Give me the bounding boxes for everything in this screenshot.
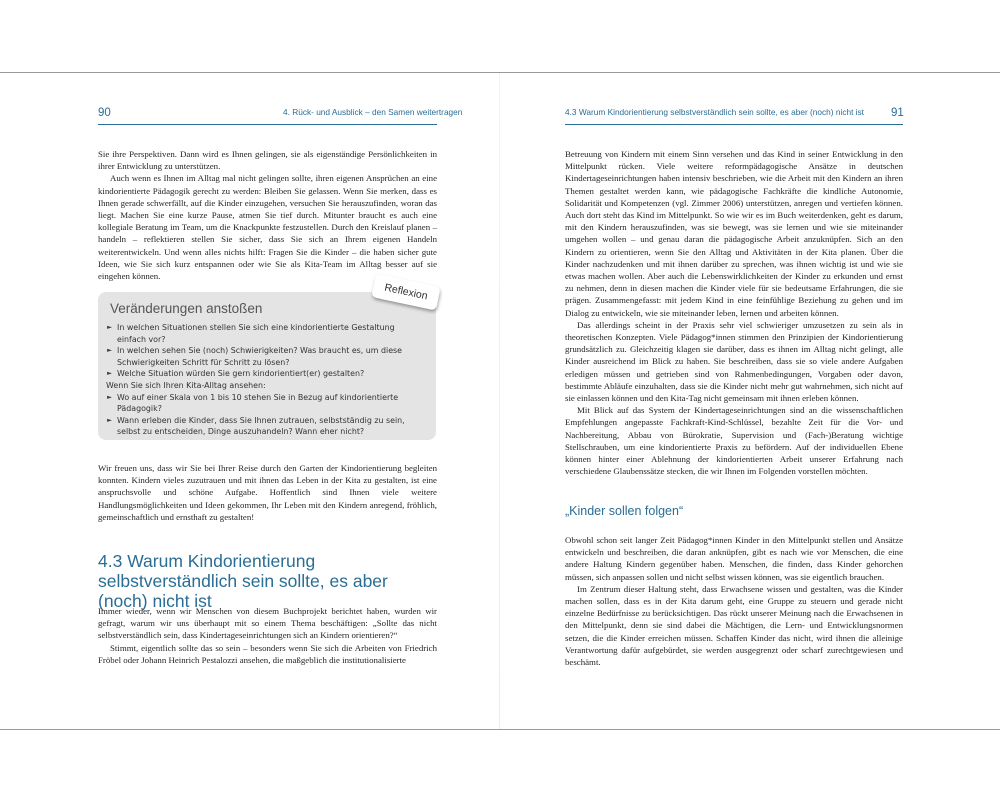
paragraph: Betreuung von Kindern mit einem Sinn versehen und das Kind in seiner Entwicklung in den Mittelpunkt rücken. Viele weitere reformpädagogische Ansätze in deutschen Kindertageseinrichtungen haben intensiv beschrieben, wie die Arbeit mit den Kindern an ihren Themen gestaltet werden kann, wie pädagogische Fachkräfte die kindliche Autonomie, Solidarität und Kompetenzen (vgl. Zimmer 2006) unterstützen, anregen und vertiefen können. Auch dort steht das Kind im Mittelpunkt. So wie wir es im Buch weiterdenken, geht es darum, mit den Kindern herauszufinden, was sie bewegt, was sie lernen und wie sie miteinander umgehen wollen – und genau daran die pädagogische Arbeit anzuknüpfen. Sich an den Kindern zu orientieren, wenn Sie den Alltag und Aktivitäten in der Kita planen. Über die Kinder nachzudenken und mit ihnen darüber zu sprechen, was ihnen wichtig ist und wie sie etwas machen wollen. Aber auch die Lebenswirklichkeiten der Kinder zu erkunden und ernst zu nehmen, denn in diesen machen die Kinder viele für sie bedeutsame Erfahrungen, die sie prägen. Zusammengefasst: mit jedem Kind in eine feinfühlige Beziehung zu gehen und im Dialog zu entwickeln, wie sie miteinander leben, lernen und arbeiten können.: [565, 149, 903, 318]
paragraph: Das allerdings scheint in der Praxis sehr viel schwieriger umzusetzen zu sein als in theoretischen Konzepten. Viele Pädagog*innen stimmen den Prinzipien der Kindorientierung grundsätzlich zu. Gleichzeitig klagen sie darüber, dass es ihnen im Alltag nicht gelingt, alle Kinder ausreichend im Blick zu haben. Sie beschreiben, dass sie so viele andere Aufgaben erledigen müssen und getrieben sind von Rahmenbedingungen, Vorgaben oder davon, bestimmte Abläufe einzuhalten, dass sie die Kinder nicht mehr gut wahrnehmen, sich nicht auf sie einlassen können und den Kita-Tag nicht gemeinsam mit ihnen erleben können.: [565, 319, 903, 404]
running-head: 4. Rück- und Ausblick – den Samen weitertragen: [283, 107, 463, 117]
reflexion-tag: Reflexion: [371, 273, 441, 310]
paragraph: Immer wieder, wenn wir Menschen von diesem Buchprojekt berichtet haben, wurden wir gefragt, warum wir uns überhaupt mit so einem Thema beschäftigen: „Sollte das nicht selbstverständlich sein, dass Kindertageseinrichtungen sich an Kindern orientieren?“: [98, 606, 437, 641]
reflection-box: [98, 281, 436, 440]
section-heading: 4.3 Warum Kindorientierung selbstverständlich sein sollte, es aber (noch) nicht ist: [98, 551, 388, 611]
book-spread: [0, 72, 1000, 730]
left-page: [0, 73, 500, 729]
paragraph: Sie ihre Perspektiven. Dann wird es Ihnen gelingen, sie als eigenständige Persönlichkeiten in ihrer Entwicklung zu unterstützen.: [98, 149, 437, 172]
sub-text: [565, 534, 903, 668]
list-item: ► Welche Situation würden Sie gern kindorientiert(er) gestalten?: [107, 369, 365, 379]
bullet-arrow-icon: ►: [107, 415, 112, 424]
bullet-arrow-icon: ►: [107, 323, 112, 331]
list-item: ► Wann erleben die Kinder, dass Sie Ihnen zutrauen, selbstständig zu sein, selbst zu entscheiden, Dinge auszuhandeln? Wann eher nicht?: [107, 415, 405, 437]
list-item: ► In welchen Situationen stellen Sie sich eine kindorientierte Gestaltung einfach vor?: [107, 323, 395, 344]
section-text: [98, 605, 437, 666]
bullet-arrow-icon: ►: [107, 346, 112, 355]
page-number: 90: [98, 107, 111, 119]
list-item: ► Wo auf einer Skala von 1 bis 10 stehen Sie in Bezug auf kindorientierte Pädagogik?: [107, 392, 399, 414]
paragraph: Stimmt, eigentlich sollte das so sein – besonders wenn Sie sich die Arbeiten von Friedrich Fröbel oder Johann Heinrich Pestalozzi ansehen, die maßgeblich die institutionalisierte: [98, 642, 437, 665]
header-rule: [565, 124, 903, 125]
paragraph: Auch wenn es Ihnen im Alltag mal nicht gelingen sollte, ihren eigenen Ansprüchen an eine kindorientierte Pädagogik gerecht zu werden: Bleiben Sie gelassen. Wenn Sie merken, dass es Ihnen gerade schwerfällt, auf die Kinder einzugehen, versuchen Sie herauszufinden, woran das liegt. Machen Sie eine kurze Pause, atmen Sie tief durch. Mitunter braucht es auch eine kollegiale Beratung im Team, um die Knackpunkte festzustellen. Durch den Kreislauf planen – handeln – reflektieren stellen Sie sicher, dass Sie sich an Ihrem eigenen Handeln weiterentwickeln. Und wenn alles nichts hilft: Fragen Sie die Kinder – die haben sicher gute Ideen, wie Sie sich kurz entspannen oder wie Sie als Kita-Team im Alltag besser auf sie eingehen können.: [98, 173, 437, 282]
bullet-arrow-icon: ►: [107, 369, 112, 378]
bullet-arrow-icon: ►: [107, 392, 112, 401]
closing-text: [98, 462, 437, 523]
box-content: [106, 322, 426, 438]
main-text: [565, 148, 903, 477]
paragraph: Obwohl schon seit langer Zeit Pädagog*innen Kinder in den Mittelpunkt stellen und Ansätze entwickeln und beschreiben, die daran anknüpfen, gibt es nach wie vor Menschen, die eine andere Haltung Kindern gegenüber haben. Menschen, die finden, dass Kinder gehorchen müssen, sich anpassen sollen und nicht selbst wissen können, was sie eigentlich brauchen.: [565, 535, 903, 582]
subheading: „Kinder sollen folgen“: [565, 504, 684, 518]
box-title: Veränderungen anstoßen: [110, 301, 263, 316]
running-head: 4.3 Warum Kindorientierung selbstverständlich sein sollte, es aber (noch) nicht ist: [565, 107, 864, 117]
box-lead-in: Wenn Sie sich Ihren Kita-Alltag ansehen:: [106, 380, 266, 390]
paragraph: Im Zentrum dieser Haltung steht, dass Erwachsene wissen und gestalten, was die Kinder machen sollen, dass es in der Kita darum geht, eine Gruppe zu steuern und gerade nicht einzelne Bedürfnisse zu berücksichtigen. Das rückt unserer Meinung nach die Erwachsenen in den Mittelpunkt, denn sie sind dabei die Mächtigen, die Lern- und Entwicklungsnormen setzen, die die Kinder erreichen müssen. Schaffen Kinder das nicht, wird ihnen die alleinige Verantwortung dafür aufgebürdet, sie werden ausgegrenzt oder scharf zurechtgewiesen und beschämt.: [565, 583, 903, 668]
header-rule: [98, 124, 437, 125]
paragraph: Wir freuen uns, dass wir Sie bei Ihrer Reise durch den Garten der Kindorientierung begleiten konnten. Kindern vieles zuzutrauen und mit ihnen das Leben in der Kita zu gestalten, ist eine anspruchsvolle und schöne Aufgabe. Hoffentlich sind Ihnen viele weitere Handlungsmöglichkeiten und Ideen gekommen, Ihr Leben mit den Kindern anregend, fröhlich, gemeinschaftlich und ernsthaft zu gestalten!: [98, 463, 437, 522]
paragraph: Mit Blick auf das System der Kindertageseinrichtungen sind an die wissenschaftlichen Empfehlungen angepasste Fachkraft-Kind-Schlüssel, bezahlte Zeit für die Vor- und Nachbereitung, Abbau von Bürokratie, Supervision und (Fach-)Beratung wichtige Stellschrauben, um eine kindorientierte Praxis zu befördern. Auf der individuellen Ebene können hinter einer Ablehnung der kindorientierten Arbeit unserer Erfahrung nach verschiedene Glaubenssätze stecken, die wir Ihnen im Folgenden vorstellen möchten.: [565, 405, 903, 477]
list-item: ► In welchen sehen Sie (noch) Schwierigkeiten? Was braucht es, um diese Schwierigkeiten Schritt für Schritt zu lösen?: [107, 346, 403, 367]
page-number: 91: [891, 107, 904, 119]
intro-text: [98, 148, 437, 282]
